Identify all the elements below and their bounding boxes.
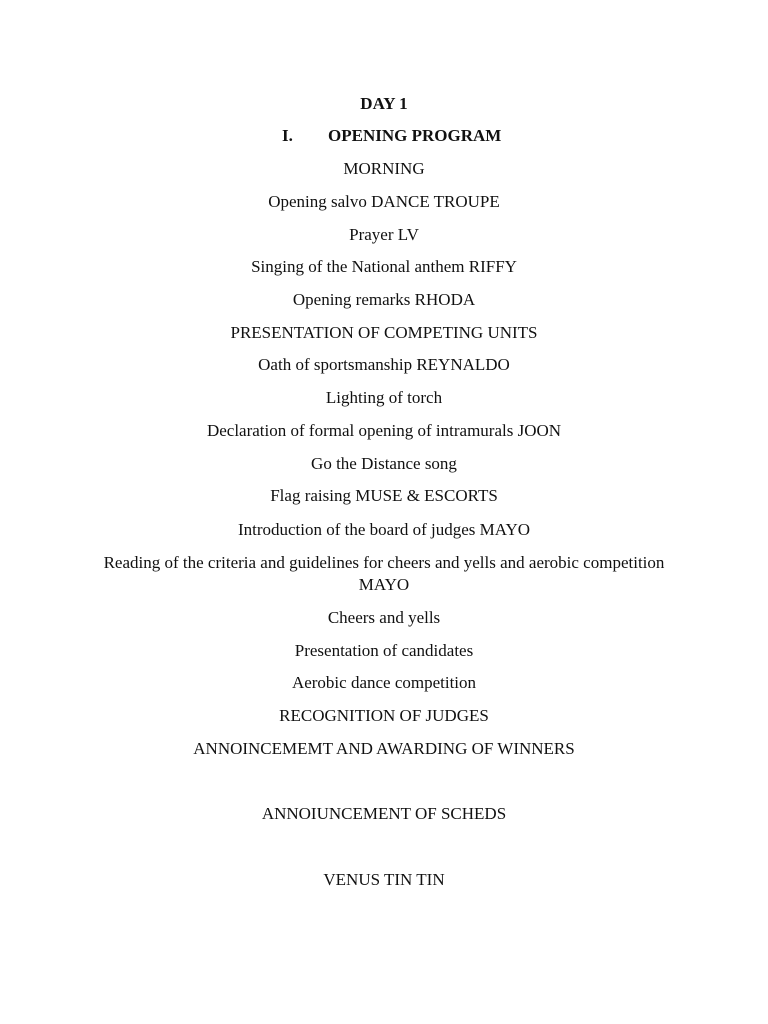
program-item-criteria-reading: Reading of the criteria and guidelines for cheers and yells and aerobic competition MAYO: [103, 553, 665, 594]
program-item-recognition-judges: RECOGNITION OF JUDGES: [279, 706, 489, 725]
program-item-opening-remarks: Opening remarks RHODA: [292, 290, 476, 309]
program-item-national-anthem: Singing of the National anthem RIFFY: [251, 257, 517, 276]
program-item-closing-name: VENUS TIN TIN: [323, 870, 445, 889]
program-item-morning: MORNING: [343, 159, 425, 178]
program-item-candidates: Presentation of candidates: [294, 641, 474, 660]
program-item-flag-raising: Flag raising MUSE & ESCORTS: [270, 486, 498, 505]
program-item-awarding-winners: ANNOINCEMEMT AND AWARDING OF WINNERS: [193, 739, 575, 758]
program-item-prayer: Prayer LV: [349, 225, 419, 244]
day-heading: DAY 1: [360, 94, 408, 113]
section-heading: [0, 126, 768, 148]
program-item-declaration: Declaration of formal opening of intramurals JOON: [206, 421, 562, 440]
program-item-cheers-yells: Cheers and yells: [327, 608, 441, 627]
program-item-judges-intro: Introduction of the board of judges MAYO: [237, 520, 531, 539]
section-numeral: I.: [282, 126, 293, 145]
program-item-lighting-torch: Lighting of torch: [325, 388, 443, 407]
program-item-aerobic-dance: Aerobic dance competition: [291, 673, 477, 692]
program-item-opening-salvo: Opening salvo DANCE TROUPE: [268, 192, 500, 211]
program-item-oath: Oath of sportsmanship REYNALDO: [258, 355, 510, 374]
program-item-competing-units: PRESENTATION OF COMPETING UNITS: [230, 323, 538, 342]
program-item-song: Go the Distance song: [311, 454, 457, 473]
program-item-announcement-scheds: ANNOIUNCEMENT OF SCHEDS: [261, 804, 507, 823]
section-title: OPENING PROGRAM: [328, 126, 502, 145]
